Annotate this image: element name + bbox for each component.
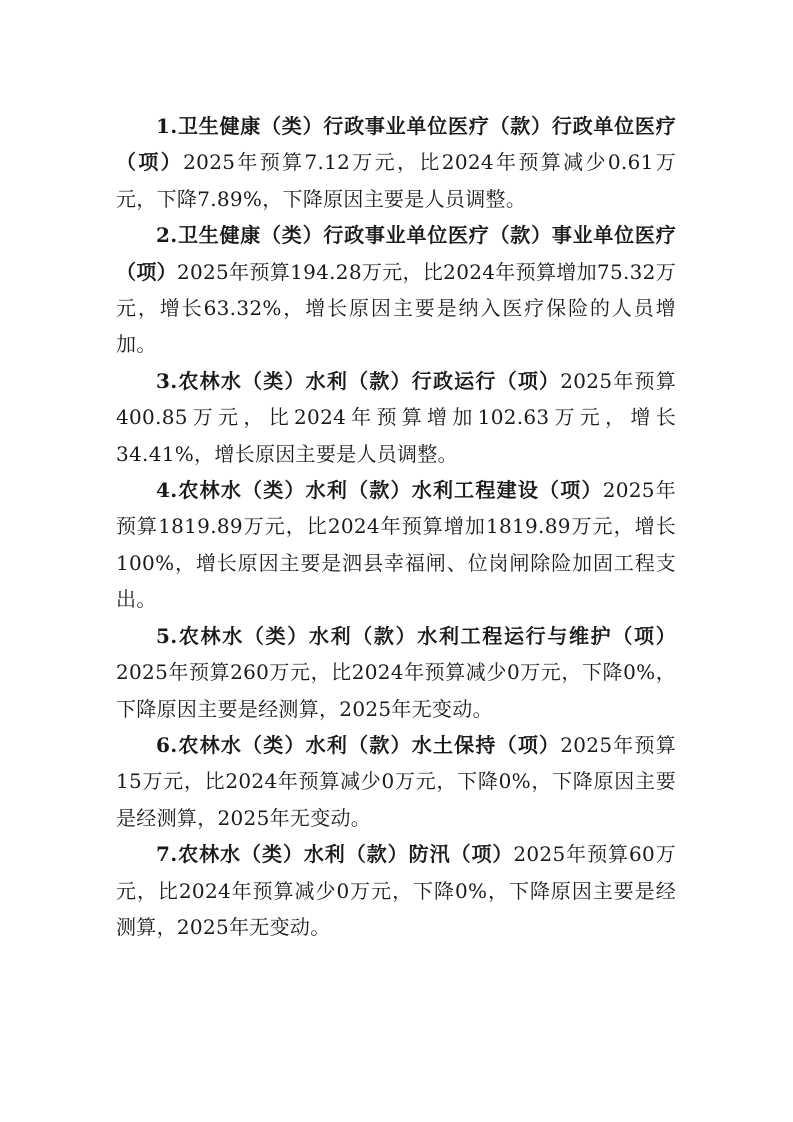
budget-item-2 — [116, 217, 676, 363]
budget-item-heading: 4.农林水（类）水利（款）水利工程建设（项） — [156, 478, 603, 503]
budget-item-heading: 7.农林水（类）水利（款）防汛（项） — [156, 842, 514, 867]
budget-item-text: 2025年预算260万元，比2024年预算减少0万元，下降0%，下降原因主要是经测算，2025年无变动。 — [116, 660, 676, 721]
budget-item-text: 2025年预算7.12万元，比2024年预算减少0.61万元，下降7.89%，下降原因主要是人员调整。 — [116, 150, 677, 211]
budget-item-6 — [116, 727, 676, 836]
budget-item-5 — [116, 618, 676, 727]
budget-item-1 — [116, 108, 676, 217]
budget-item-text: 2025年预算60万元，比2024年预算减少0万元，下降0%，下降原因主要是经测算，2025年无变动。 — [116, 842, 676, 939]
budget-item-heading: 2.卫生健康（类）行政事业单位医疗（款）事业单位医疗（项） — [116, 223, 676, 284]
budget-item-heading: 3.农林水（类）水利（款）行政运行（项） — [156, 368, 561, 393]
budget-item-text: 2025年预算15万元，比2024年预算减少0万元，下降0%，下降原因主要是经测算，2025年无变动。 — [116, 732, 676, 830]
budget-item-3 — [116, 363, 676, 472]
budget-item-text: 2025年预算400.85万元，比2024年预算增加102.63万元，增长34.41%，增长原因主要是人员调整。 — [116, 368, 676, 466]
budget-item-heading: 5.农林水（类）水利（款）水利工程运行与维护（项） — [156, 623, 676, 648]
document-page — [116, 108, 676, 945]
budget-item-4 — [116, 472, 676, 618]
budget-item-heading: 6.农林水（类）水利（款）水土保持（项） — [156, 732, 561, 757]
budget-item-text: 2025年预算194.28万元，比2024年预算增加75.32万元，增长63.32%，增长原因主要是纳入医疗保险的人员增加。 — [116, 259, 676, 357]
budget-item-heading: 1.卫生健康（类）行政事业单位医疗（款）行政单位医疗（项） — [116, 114, 676, 175]
budget-item-text: 2025年预算1819.89万元，比2024年预算增加1819.89万元，增长100%，增长原因主要是泗县幸福闸、位岗闸除险加固工程支出。 — [116, 478, 676, 612]
budget-item-7 — [116, 836, 676, 945]
